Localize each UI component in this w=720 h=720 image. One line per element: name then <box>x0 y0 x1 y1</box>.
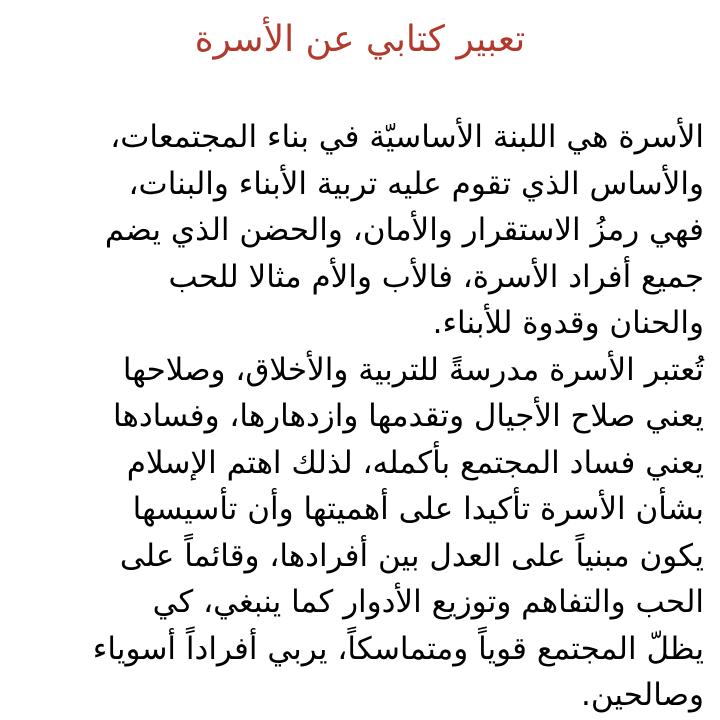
essay-line: يعني فساد المجتمع بأكمله، لذلك اهتم الإسلام <box>126 444 704 481</box>
essay-line: يعني صلاح الأجيال وتقدمها وازدهارها، وفسادها <box>113 398 704 434</box>
essay-line: بشأن الأسرة تأكيدا على أهميتها وأن تأسيسها <box>132 491 704 527</box>
essay-line: وصالحين. <box>580 677 704 713</box>
essay-line: والحنان وقدوة للأبناء. <box>432 305 704 341</box>
essay-line: الحب والتفاهم وتوزيع الأدوار كما ينبغي، كي <box>152 584 704 620</box>
essay-line: يكون مبنياً على العدل بين أفرادها، وقائماً على <box>119 537 704 574</box>
essay-line: والأساس الذي تقوم عليه تربية الأبناء والبنات، <box>128 165 704 202</box>
essay-line: يظلّ المجتمع قوياً ومتماسكاً، يربي أفراداً أسوياء <box>92 630 704 667</box>
essay-line: تُعتبر الأسرة مدرسةً للتربية والأخلاق، وصلاحها <box>122 351 704 388</box>
essay-body <box>40 114 704 719</box>
essay-line: فهي رمزُ الاستقرار والأمان، والحضن الذي يضم <box>104 212 704 248</box>
document-title: تعبير كتابي عن الأسرة <box>194 19 526 60</box>
essay-line: الأسرة هي اللبنة الأساسيّة في بناء المجتمعات، <box>110 119 704 155</box>
essay-line: جميع أفراد الأسرة، فالأب والأم مثالا للحب <box>168 258 704 295</box>
